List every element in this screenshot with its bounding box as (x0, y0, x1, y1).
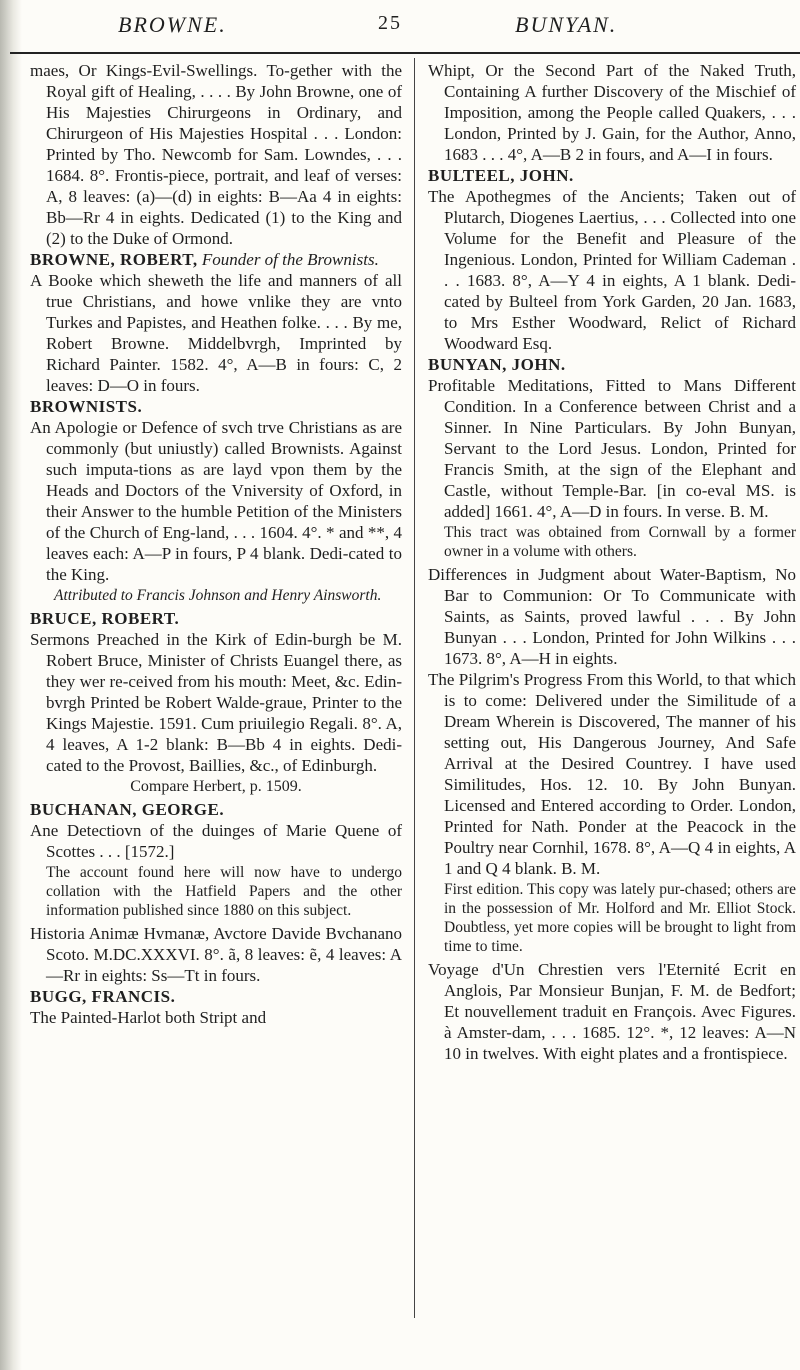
left-column (30, 60, 402, 1028)
page-number: 25 (378, 12, 402, 34)
entry-body: The Apothegmes of the Ancients; Taken out of Plutarch, Diogenes Laertius, . . . Collected into one Volume for the Benefit and Pleasure of the Ingenious. London, Printed for William Cademan . . . 1683. 8°, A—Y 4 in eights, A 1 blank. Dedi-cated by Bulteel from York Garden, 20 Jan. 1683, to Mrs Esther Woodward, Relict of Richard Woodward Esq. (428, 187, 796, 353)
entry-note: Compare Herbert, p. 1509. (130, 778, 302, 795)
header-right: BUNYAN. (515, 12, 618, 37)
page-shadow (0, 0, 22, 1370)
running-header (0, 12, 800, 42)
entry-body: Sermons Preached in the Kirk of Edin-burgh be M. Robert Bruce, Minister of Christs Euangel there, as they wer re-ceived from his mouth: Meet, &c. Edin-bvrgh Printed be Robert Walde-graue, Printer to the Kings Majestie. 1591. Cum priuilegio Regali. 8°. A, 4 leaves, A 1-2 blank: B—Bb 4 in eights. Dedi-cated to the Provost, Baillies, &c., of Edinburgh. (30, 630, 402, 775)
entry-heading: BUCHANAN, GEORGE. (30, 800, 225, 819)
entry-heading: BROWNE, ROBERT, (30, 250, 198, 269)
entry-note: Attributed to Francis Johnson and Henry Ainsworth. (54, 587, 382, 604)
column-divider (414, 58, 415, 1318)
entry-body: Historia Animæ Hvmanæ, Avctore Davide Bvchanano Scoto. M.DC.XXXVI. 8°. ã, 8 leaves: ẽ, 4 leaves: A—Rr in eights: Ss—Tt in fours. (30, 924, 402, 985)
entry-heading: BROWNISTS. (30, 397, 143, 416)
header-rule (10, 52, 800, 54)
entry-body: The Pilgrim's Progress From this World, to that which is to come: Delivered under the Similitude of a Dream Wherein is Discovered, The manner of his setting out, His Dangerous Journey, And Safe Arrival at the Desired Countrey. I have used Similitudes, Hos. 12. 10. By John Bunyan. Licensed and Entered according to Order. London, Printed for Nath. Ponder at the Peacock in the Poultry near Cornhil, 1678. 8°, A—Q 4 in eights, A 1 and Q 4 blank. B. M. (428, 670, 796, 878)
entry-body: Ane Detectiovn of the duinges of Marie Quene of Scottes . . . [1572.] (30, 821, 402, 861)
entry-body: An Apologie or Defence of svch trve Christians as are commonly (but uniustly) called Brownists. Against such imputa-tions as are layd vpon them by the Heads and Doctors of the Vniversity of Oxford, in their Answer to the humble Petition of the Ministers of the Church of Eng-land, . . . 1604. 4°. * and **, 4 leaves each: A—P in fours, P 4 blank. Dedi-cated to the King. (30, 418, 402, 584)
entry-note: The account found here will now have to undergo collation with the Hatfield Papers and the other information published since 1880 on this subject. (46, 864, 402, 919)
entry-heading: BULTEEL, JOHN. (428, 166, 574, 185)
entry-browne-robert (30, 249, 402, 270)
entry-heading: BRUCE, ROBERT. (30, 609, 180, 628)
entry-heading: BUNYAN, JOHN. (428, 355, 566, 374)
entry-note: This tract was obtained from Cornwall by a former owner in a volume with others. (444, 524, 796, 560)
entry-continued: Whipt, Or the Second Part of the Naked Truth, Containing A further Discovery of the Mischief of Imposition, among the People called Quakers, . . . London, Printed by J. Gain, for the Author, Anno, 1683 . . . 4°, A—B 2 in fours, and A—I in fours. (428, 61, 796, 164)
right-column (428, 60, 796, 1064)
entry-continued: maes, Or Kings-Evil-Swellings. To-gether with the Royal gift of Healing, . . . . By John Browne, one of His Majesties Chirurgeons in Ordinary, and Chirurgeon of His Majesties Hospital . . . London: Printed by Tho. Newcomb for Sam. Lowndes, . . . 1684. 8°. Frontis-piece, portrait, and leaf of verses: A, 8 leaves: (a)—(d) in eights: B—Aa 4 in eights: Bb—Rr 4 in eights. Dedicated (1) to the King and (2) to the Duke of Ormond. (30, 61, 402, 248)
entry-body: The Painted-Harlot both Stript and (30, 1008, 267, 1027)
entry-heading: BUGG, FRANCIS. (30, 987, 176, 1006)
header-left: BROWNE. (118, 12, 227, 37)
entry-body: Voyage d'Un Chrestien vers l'Eternité Ecrit en Anglois, Par Monsieur Bunjan, F. M. de Bedfort; Et nouvellement traduit en François. Avec Figures. à Amster-dam, . . . 1685. 12°. *, 12 leaves: A—N 10 in twelves. With eight plates and a frontispiece. (428, 960, 796, 1063)
entry-body: Differences in Judgment about Water-Baptism, No Bar to Communion: Or To Communicate with Saints, as Saints, proved lawful . . . By John Bunyan . . . London, Printed for John Wilkins . . . 1673. 8°, A—H in eights. (428, 565, 796, 668)
entry-subtitle: Founder of the Brownists. (201, 250, 379, 269)
entry-body: Profitable Meditations, Fitted to Mans Different Condition. In a Conference between Christ and a Sinner. In Nine Particulars. By John Bunyan, Servant to the Lord Jesus. London, Printed for Francis Smith, at the sign of the Elephant and Castle, without Temple-Bar. [in co-eval MS. is added] 1661. 4°, A—D in fours. In verse. B. M. (428, 376, 796, 521)
entry-note: First edition. This copy was lately pur-chased; others are in the possession of Mr. Holford and Mr. Elliot Stock. Doubtless, yet more copies will be brought to light from time to time. (444, 881, 796, 955)
entry-body: A Booke which sheweth the life and manners of all true Christians, and howe vnlike they are vnto Turkes and Papistes, and Heathen folke. . . . By me, Robert Browne. Middelbvrgh, Imprinted by Richard Painter. 1582. 4°, A—B in fours: C, 2 leaves: D—O in fours. (30, 271, 402, 395)
